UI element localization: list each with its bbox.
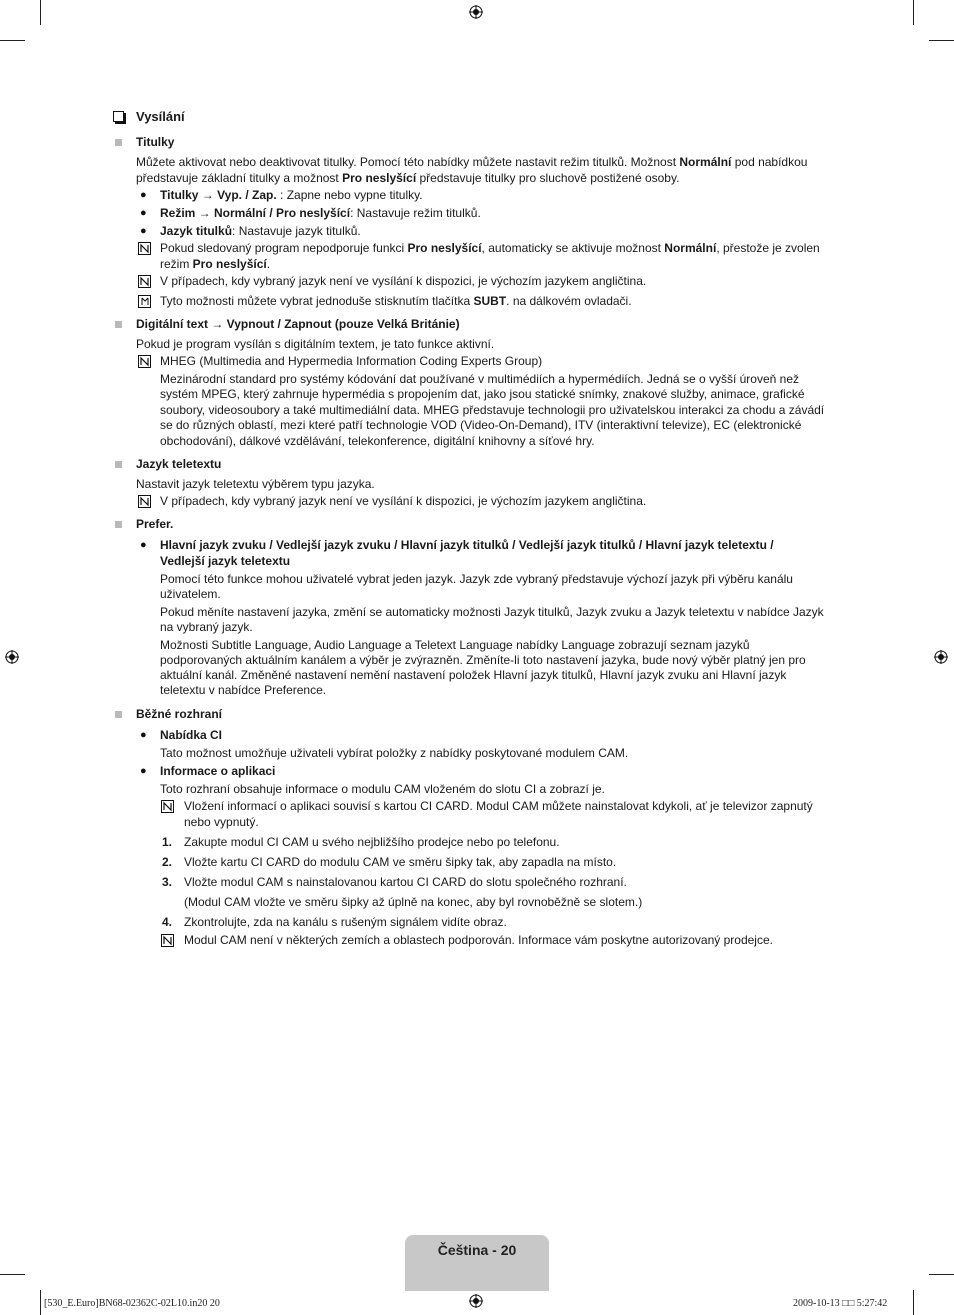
step-text: Vložte kartu CI CARD do modulu CAM ve směru šipky tak, aby zapadla na místo. [184,855,617,869]
list-item: Režim → Normální / Pro neslyšící: Nastavuje režim titulků. [160,206,481,220]
paragraph-line: obchodování), dálkové vzdělávání, telekonference, digitální knihovny a síťové hry. [160,434,595,448]
list-item: Nabídka CI [160,728,223,742]
crop-mark [0,1274,25,1275]
crop-mark [0,40,25,41]
note-icon [138,242,151,255]
note-icon [138,495,151,508]
round-bullet-icon: ● [140,765,147,777]
paragraph-line: Toto rozhraní obsahuje informace o modulu CAM vloženém do slotu CI a zobrazí je. [160,782,605,796]
step-number: 4. [162,915,173,929]
section-title: Vysílání [136,109,185,124]
remote-button-icon [138,295,151,308]
note-icon [161,934,174,947]
note-line: MHEG (Multimedia and Hypermedia Information Coding Experts Group) [160,354,543,368]
paragraph-line: Pomocí této funkce mohou uživatelé vybrat jeden jazyk. Jazyk zde vybraný představuje výchozí jazyk při výběru kanálu [160,572,793,586]
page-number-tab [405,1235,549,1291]
paragraph-line: soubory, videosoubory a také multimediální data. MHEG představuje technologii pro uživatelskou interakci za chodu a závádí [160,403,825,417]
step-number: 2. [162,855,173,869]
square-bullet-icon [115,461,122,468]
note-line: V případech, kdy vybraný jazyk není ve vysílání k dispozici, je výchozím jazykem angličtina. [160,494,647,508]
round-bullet-icon: ● [140,207,147,219]
paragraph-line: podporovaných aktuálním kanálem a výběr je zvýrazněn. Změníte-li toto nastavení jazyka, bude nový výběr platný jen pro [160,653,806,667]
paragraph-line: Mezinárodní standard pro systémy kódování dat používané v multimédiích a hypermédiích. Jedná se o vyšší úroveň než [160,372,799,386]
list-item: Jazyk titulků: Nastavuje jazyk titulků. [160,224,361,238]
heading-teletext: Jazyk teletextu [136,457,222,471]
crop-mark [40,1290,41,1315]
paragraph-line: aktuální kanál. Změněné nastavení nemění nastavení položek Hlavní jazyk titulků, Hlavní jazyk zvuku ani Hlavní jazyk [160,668,787,682]
step-text: (Modul CAM vložte ve směru šipky až úplně na konec, aby byl rovnoběžně se slotem.) [184,895,643,909]
registration-mark-icon [469,1294,483,1308]
paragraph-line: uživatelem. [160,587,221,601]
list-item: Vedlejší jazyk teletextu [160,554,291,568]
print-slug-right: 2009-10-13 □□ 5:27:42 [793,1298,888,1309]
paragraph-line: teletextu v nabídce Preference. [160,683,327,697]
step-text: Zakupte modul CI CAM u svého nejbližšího prodejce nebo po telefonu. [184,835,560,849]
heading-common-interface: Běžné rozhraní [136,707,223,721]
crop-mark [929,1274,954,1275]
note-line: režim Pro neslyšící. [160,257,271,271]
registration-mark-icon [5,650,19,664]
crop-mark [929,40,954,41]
heading-titulky: Titulky [136,135,175,149]
step-number: 1. [162,835,173,849]
page-number: Čeština - 20 [437,1242,517,1258]
note-icon [138,275,151,288]
round-bullet-icon: ● [140,225,147,237]
paragraph-line: se do různých oblastí, mezi které patří technologie VOD (Video-On-Demand), ITV (interaktivní televize), EC (elektronické [160,418,802,432]
paragraph-line: představuje základní titulky a možnost Pro neslyšící představuje titulky pro sluchově postižené osoby. [136,171,680,185]
round-bullet-icon: ● [140,539,147,551]
checkbox-square-icon [113,111,124,122]
square-bullet-icon [115,711,122,718]
round-bullet-icon: ● [140,729,147,741]
print-slug-left: [530_E.Euro]BN68-02362C-02L10.in20 20 [44,1298,220,1309]
round-bullet-icon: ● [140,189,147,201]
step-text: Zkontrolujte, zda na kanálu s rušeným signálem vidíte obraz. [184,915,507,929]
registration-mark-icon [934,650,948,664]
note-line: Vložení informací o aplikaci souvisí s kartou CI CARD. Modul CAM můžete nainstalovat kdykoli, ať je televizor zapnutý [184,799,813,813]
crop-mark [913,1290,914,1315]
note-line: Tyto možnosti můžete vybrat jednoduše stisknutím tlačítka SUBT. na dálkovém ovladači. [160,294,632,308]
note-line: Pokud sledovaný program nepodporuje funkci Pro neslyšící, automaticky se aktivuje možnost Normální, přestože je zvolen [160,241,820,255]
square-bullet-icon [115,321,122,328]
note-icon [161,800,174,813]
paragraph-line: Možnosti Subtitle Language, Audio Language a Teletext Language nabídky Language zobrazují seznam jazyků [160,638,750,652]
note-line: V případech, kdy vybraný jazyk není ve vysílání k dispozici, je výchozím jazykem angličtina. [160,274,647,288]
heading-prefer: Prefer. [136,517,174,531]
list-item: Titulky → Vyp. / Zap. : Zapne nebo vypne titulky. [160,188,423,202]
paragraph-line: Pokud je program vysílán s digitálním textem, je tato funkce aktivní. [136,337,495,351]
registration-mark-icon [469,5,483,19]
square-bullet-icon [115,139,122,146]
step-text: Vložte modul CAM s nainstalovanou kartou CI CARD do slotu společného rozhraní. [184,875,627,889]
crop-mark [913,0,914,25]
note-line: Modul CAM není v některých zemích a oblastech podporován. Informace vám poskytne autorizovaný prodejce. [184,933,773,947]
paragraph-line: Pokud měníte nastavení jazyka, změní se automaticky možnosti Jazyk titulků, Jazyk zvuku a Jazyk teletextu v nabídce Jazyk [160,605,824,619]
list-item: Informace o aplikaci [160,764,276,778]
paragraph-line: Nastavit jazyk teletextu výběrem typu jazyka. [136,477,375,491]
square-bullet-icon [115,521,122,528]
paragraph-line: Můžete aktivovat nebo deaktivovat titulky. Pomocí této nabídky můžete nastavit režim titulků. Možnost Normální pod nabídkou [136,155,808,169]
note-icon [138,355,151,368]
paragraph-line: Tato možnost umožňuje uživateli vybírat položky z nabídky poskytované modulem CAM. [160,746,629,760]
crop-mark [40,0,41,25]
paragraph-line: na vybraný jazyk. [160,620,253,634]
paragraph-line: systém MPEG, který zahrnuje hypermédia s propojením dat, jako jsou statické snímky, znakové služby, animace, grafické [160,387,805,401]
list-item: Hlavní jazyk zvuku / Vedlejší jazyk zvuku / Hlavní jazyk titulků / Vedlejší jazyk titulků / Hlavní jazyk teletextu / [160,538,774,552]
note-line: nebo vypnutý. [184,815,259,829]
step-number: 3. [162,875,173,889]
heading-digital-text: Digitální text → Vypnout / Zapnout (pouze Velká Británie) [136,317,460,331]
